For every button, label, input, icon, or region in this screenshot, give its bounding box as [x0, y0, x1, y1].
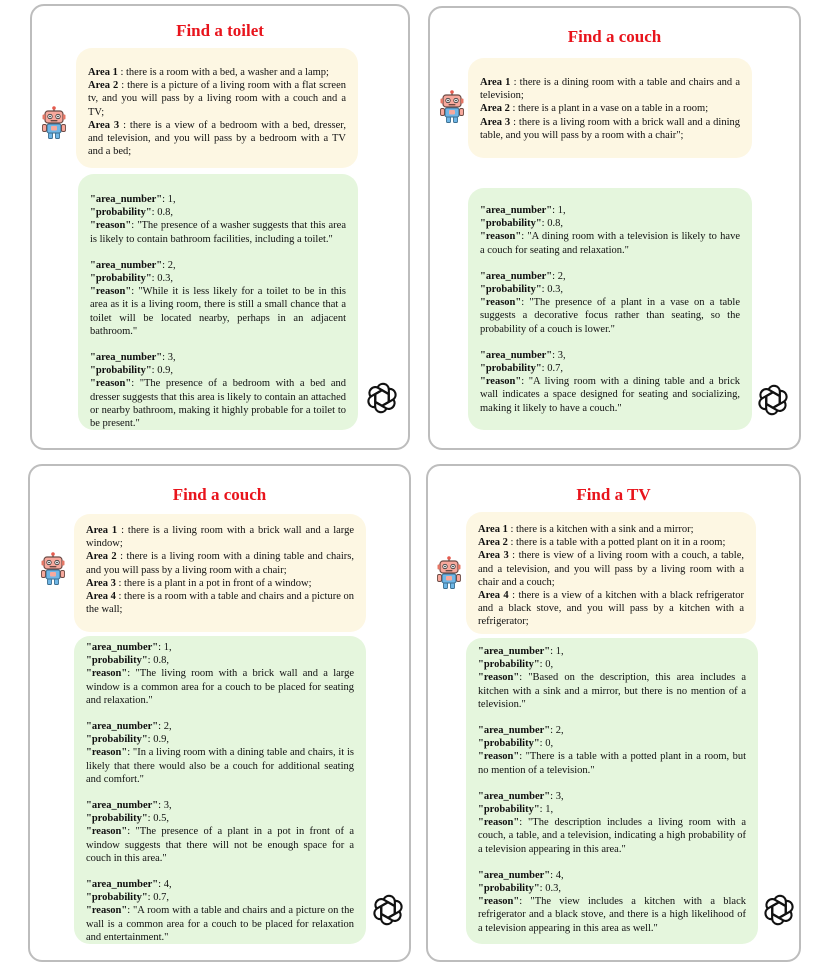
area-text: : there is a view of a bedroom with a bed, dresser, and television, and you will pass by a bedroom with a TV and a bed;: [88, 119, 346, 158]
area-number-value: 1: [167, 194, 173, 205]
area-label: Area 2: [480, 103, 510, 115]
area-label: Area 2: [88, 80, 119, 92]
key-probability: "probability": [86, 892, 148, 904]
area-number-value: 4: [555, 869, 561, 881]
probability-value: 0.3: [157, 273, 171, 285]
key-probability: "probability": [86, 813, 148, 825]
openai-logo-icon: [755, 382, 791, 418]
area-label: Area 1: [86, 525, 118, 536]
area-number-value: 2: [557, 270, 563, 282]
key-reason: "reason": [86, 747, 128, 759]
key-probability: "probability": [86, 734, 148, 746]
panel-title: Find a couch: [567, 27, 662, 46]
area-text: : there is a plant in a pot in front of a window;: [115, 577, 312, 589]
key-reason: "reason": [480, 376, 522, 388]
response-block: "area_number": 3, "probability": 0.5, "reason": "The presence of a plant in a pot in front of a window suggests that there will not be enough space for a couch in this area.": [86, 800, 355, 864]
area-line-4: [86, 590, 354, 616]
key-area-number: "area_number": [480, 349, 553, 361]
reason-value: "In a living room with a dining table and chairs, it is likely that there would also be a couch for additional seating and comfort.": [86, 747, 354, 785]
probability-value: 0.8: [547, 218, 561, 230]
area-label: Area 3: [480, 116, 511, 128]
response-block: "area_number": 1, "probability": 0, "reason": "Based on the description, this area includes a kitchen with a sink and a mirror, but there is no mention of a television.": [478, 646, 746, 710]
probability-value: 0.5: [153, 813, 167, 825]
area-label: Area 1: [480, 77, 511, 88]
area-line-1: [86, 524, 354, 550]
area-number-value: 2: [163, 721, 169, 733]
response-box: [78, 174, 358, 430]
area-text: : there is a table with a potted plant on it in a room;: [507, 537, 726, 549]
area-line-1: [480, 76, 740, 102]
robot-icon: [437, 90, 467, 124]
area-number-value: 1: [557, 205, 563, 216]
reason-value: "A room with a table and chairs and a picture on the wall is a common area for a couch to be placed for relaxation and entertainment.": [86, 905, 354, 943]
key-reason: "reason": [90, 286, 132, 298]
key-reason: "reason": [480, 231, 522, 243]
key-area-number: "area_number": [478, 869, 551, 881]
area-number-value: 3: [557, 349, 563, 361]
key-reason: "reason": [86, 668, 128, 680]
area-line-4: [478, 589, 744, 629]
key-probability: "probability": [90, 365, 152, 377]
area-number-value: 2: [167, 259, 173, 271]
key-area-number: "area_number": [90, 352, 163, 364]
key-probability: "probability": [90, 207, 152, 219]
area-number-value: 1: [163, 642, 169, 653]
area-number-value: 1: [555, 646, 561, 657]
key-area-number: "area_number": [86, 721, 159, 733]
area-text: : there is a plant in a vase on a table in a room;: [509, 103, 709, 115]
area-label: Area 1: [88, 67, 118, 78]
probability-value: 0.9: [153, 734, 167, 746]
area-number-value: 3: [163, 800, 169, 812]
area-line-3: [478, 549, 744, 589]
key-area-number: "area_number": [478, 725, 551, 737]
area-text: : there is view of a living room with a couch, a table, and a television, and you will pass by a living room with a chair and a couch;: [478, 550, 745, 588]
area-line-2: [478, 536, 744, 549]
key-area-number: "area_number": [478, 790, 551, 802]
response-block: "area_number": 2, "probability": 0.3, "reason": "The presence of a plant in a vase on a table suggests a decorative focus rather than seating, so the probability of a couch is lower.": [480, 270, 740, 335]
key-reason: "reason": [90, 220, 132, 232]
response-box: [468, 188, 752, 430]
reason-value: "The living room with a brick wall and a large window is a common area for a couch to be placed for seating and relaxation.": [86, 668, 354, 706]
panel-find-tv: [426, 464, 801, 962]
reason-value: "The view includes a kitchen with a black refrigerator and a black stove, and there is a high likelihood of a television appearing in this area as well.": [478, 896, 746, 934]
area-line-3: [88, 119, 346, 159]
key-reason: "reason": [478, 817, 520, 829]
response-block: "area_number": 4, "probability": 0.7, "reason": "A room with a table and chairs and a picture on the wall is a common area for a couch to be placed for relaxation and entertainment.": [86, 879, 354, 943]
probability-value: 0: [545, 659, 551, 671]
key-area-number: "area_number": [90, 259, 163, 271]
key-reason: "reason": [478, 672, 520, 684]
key-area-number: "area_number": [478, 646, 551, 657]
probability-value: 0.3: [547, 284, 561, 296]
response-block: "area_number": 1, "probability": 0.8, "reason": "The presence of a washer suggests that this area is likely to contain bathroom facilities, including a toilet.": [90, 194, 346, 245]
reason-value: "While it is less likely for a toilet to be in this area as it is a living room, there is still a small chance that a toilet will be located nearby, perhaps in an adjacent bathroom.": [90, 286, 346, 337]
reason-value: "The presence of a washer suggests that this area is likely to contain bathroom facilities, including a toilet.": [90, 220, 346, 245]
area-label: Area 3: [88, 119, 120, 131]
key-probability: "probability": [478, 738, 540, 750]
openai-logo-icon: [364, 380, 400, 416]
response-block: "area_number": 3, "probability": 0.7, "reason": "A living room with a dining table and a brick wall indicates a space designed for seating and socializing, making it likely to have a couch.": [480, 349, 740, 414]
area-text: : there is a view of a kitchen with a black refrigerator and a black stove, and you will pass by a kitchen with a refrigerator;: [478, 590, 745, 628]
panel-title: Find a toilet: [176, 21, 264, 40]
key-probability: "probability": [478, 804, 540, 816]
area-line-3: [86, 577, 354, 590]
key-probability: "probability": [86, 655, 148, 667]
response-block: "area_number": 2, "probability": 0.9, "reason": "In a living room with a dining table and chairs, it is likely that there would also be a couch for additional seating and comfort.": [86, 721, 354, 785]
area-label: Area 1: [478, 524, 508, 535]
area-label: Area 3: [478, 550, 509, 562]
key-reason: "reason": [480, 297, 522, 309]
area-line-1: [88, 66, 346, 79]
key-area-number: "area_number": [480, 270, 553, 282]
area-line-2: [88, 79, 346, 119]
area-line-1: [478, 523, 744, 536]
key-area-number: "area_number": [86, 642, 159, 653]
reason-value: "The presence of a plant in a vase on a table suggests a decorative focus rather than seating, so the probability of a couch is lower.": [480, 297, 740, 335]
reason-value: "The presence of a bedroom with a bed and dresser suggests that this area is likely to contain an attached or nearby bathroom, making it highly probable for a toilet to be present.": [90, 378, 347, 430]
area-text: : there is a living room with a brick wall and a dining table, and you will pass by a room with a chair";: [480, 116, 740, 141]
area-text: : there is a dining room with a table and chairs and a television;: [480, 77, 740, 102]
response-block: "area_number": 2, "probability": 0, "reason": "There is a table with a potted plant in a room, but no mention of a television.": [478, 725, 747, 776]
key-probability: "probability": [478, 659, 540, 671]
probability-value: 0.8: [157, 207, 171, 219]
panel-find-couch-2: [28, 464, 411, 962]
prompt-box: [468, 58, 752, 158]
probability-value: 0.7: [547, 363, 561, 375]
area-label: Area 2: [478, 537, 508, 549]
area-number-value: 2: [555, 725, 561, 737]
reason-value: "There is a table with a potted plant in a room, but no mention of a television.": [478, 751, 747, 776]
area-number-value: 4: [163, 879, 169, 891]
area-line-2: [86, 550, 354, 576]
openai-logo-icon: [761, 892, 797, 928]
area-number-value: 3: [555, 790, 561, 802]
prompt-box: [466, 512, 756, 634]
panel-title: Find a couch: [172, 485, 267, 504]
key-reason: "reason": [86, 826, 128, 838]
area-text: : there is a living room with a brick wall and a large window;: [86, 525, 354, 550]
key-area-number: "area_number": [86, 879, 159, 891]
area-number-value: 3: [167, 352, 173, 364]
response-block: "area_number": 3, "probability": 1, "reason": "The description includes a living room with a couch, a table, and a television, indicating a high probability of a television appearing in this area.": [478, 790, 746, 855]
panel-title: Find a TV: [576, 485, 651, 504]
panel-find-couch-1: [428, 6, 801, 450]
probability-value: 0.7: [153, 892, 167, 904]
response-box: [74, 636, 366, 944]
probability-value: 0.3: [545, 883, 559, 895]
probability-value: 0: [545, 738, 551, 750]
reason-value: "A living room with a dining table and a brick wall indicates a space designed for seating and socializing, making it likely to have a couch.": [480, 376, 740, 414]
key-area-number: "area_number": [86, 800, 159, 812]
key-area-number: "area_number": [90, 194, 163, 205]
key-reason: "reason": [478, 751, 520, 763]
area-text: : there is a kitchen with a sink and a mirror;: [507, 524, 694, 535]
area-label: Area 4: [478, 590, 509, 602]
response-block: "area_number": 2, "probability": 0.3, "reason": "While it is less likely for a toilet to be in this area as it is a living room, there is still a small chance that a toilet will be located nearby, perhaps in an adjacent bathroom.": [90, 259, 346, 337]
panel-find-toilet: [30, 4, 410, 450]
prompt-box: [74, 514, 366, 632]
response-box: [466, 638, 758, 944]
probability-value: 0.8: [153, 655, 167, 667]
key-reason: "reason": [86, 905, 128, 917]
key-area-number: "area_number": [480, 205, 553, 216]
robot-icon: [38, 552, 68, 586]
key-probability: "probability": [480, 284, 542, 296]
area-text: : there is a room with a table and chairs and a picture on the wall;: [86, 591, 354, 616]
response-block: "area_number": 3, "probability": 0.9, "reason": "The presence of a bedroom with a bed and dresser suggests that this area is likely to contain an attached or nearby bathroom, making it highly probable for a toilet to be present.": [90, 352, 347, 430]
area-label: Area 2: [86, 551, 117, 563]
area-text: : there is a room with a bed, a washer and a lamp;: [117, 67, 329, 78]
response-block: "area_number": 4, "probability": 0.3, "reason": "The view includes a kitchen with a black refrigerator and a black stove, and there is a high likelihood of a television appearing in this area as well.": [478, 869, 746, 934]
area-line-3: [480, 116, 740, 142]
response-block: "area_number": 1, "probability": 0.8, "reason": "The living room with a brick wall and a large window is a common area for a couch to be placed for seating and relaxation.": [86, 642, 354, 706]
reason-value: "A dining room with a television is likely to have a couch for seating and relaxation.": [480, 231, 740, 256]
key-reason: "reason": [478, 896, 520, 908]
area-line-2: [480, 102, 740, 115]
probability-value: 1: [545, 804, 551, 816]
reason-value: "Based on the description, this area includes a kitchen with a sink and a mirror, but there is no mention of a television.": [478, 672, 746, 710]
key-probability: "probability": [480, 218, 542, 230]
key-probability: "probability": [478, 883, 540, 895]
key-probability: "probability": [480, 363, 542, 375]
area-text: : there is a living room with a dining table and chairs, and you will pass by a living room with a chair;: [86, 551, 354, 576]
openai-logo-icon: [370, 892, 406, 928]
probability-value: 0.9: [157, 365, 171, 377]
area-label: Area 3: [86, 577, 116, 589]
area-label: Area 4: [86, 591, 116, 603]
robot-icon: [39, 106, 69, 140]
response-block: "area_number": 1, "probability": 0.8, "reason": "A dining room with a television is likely to have a couch for seating and relaxation.": [480, 205, 740, 256]
prompt-box: [76, 48, 358, 168]
robot-icon: [434, 556, 464, 590]
reason-value: "The description includes a living room with a couch, a table, and a television, indicating a high probability of a television appearing in this area.": [478, 817, 746, 855]
area-text: : there is a picture of a living room with a flat screen tv, and you will pass by a living room with a couch and a TV;: [88, 80, 346, 118]
key-probability: "probability": [90, 273, 152, 285]
reason-value: "The presence of a plant in a pot in front of a window suggests that there will not be enough space for a couch in this area.": [86, 826, 355, 864]
key-reason: "reason": [90, 378, 132, 390]
